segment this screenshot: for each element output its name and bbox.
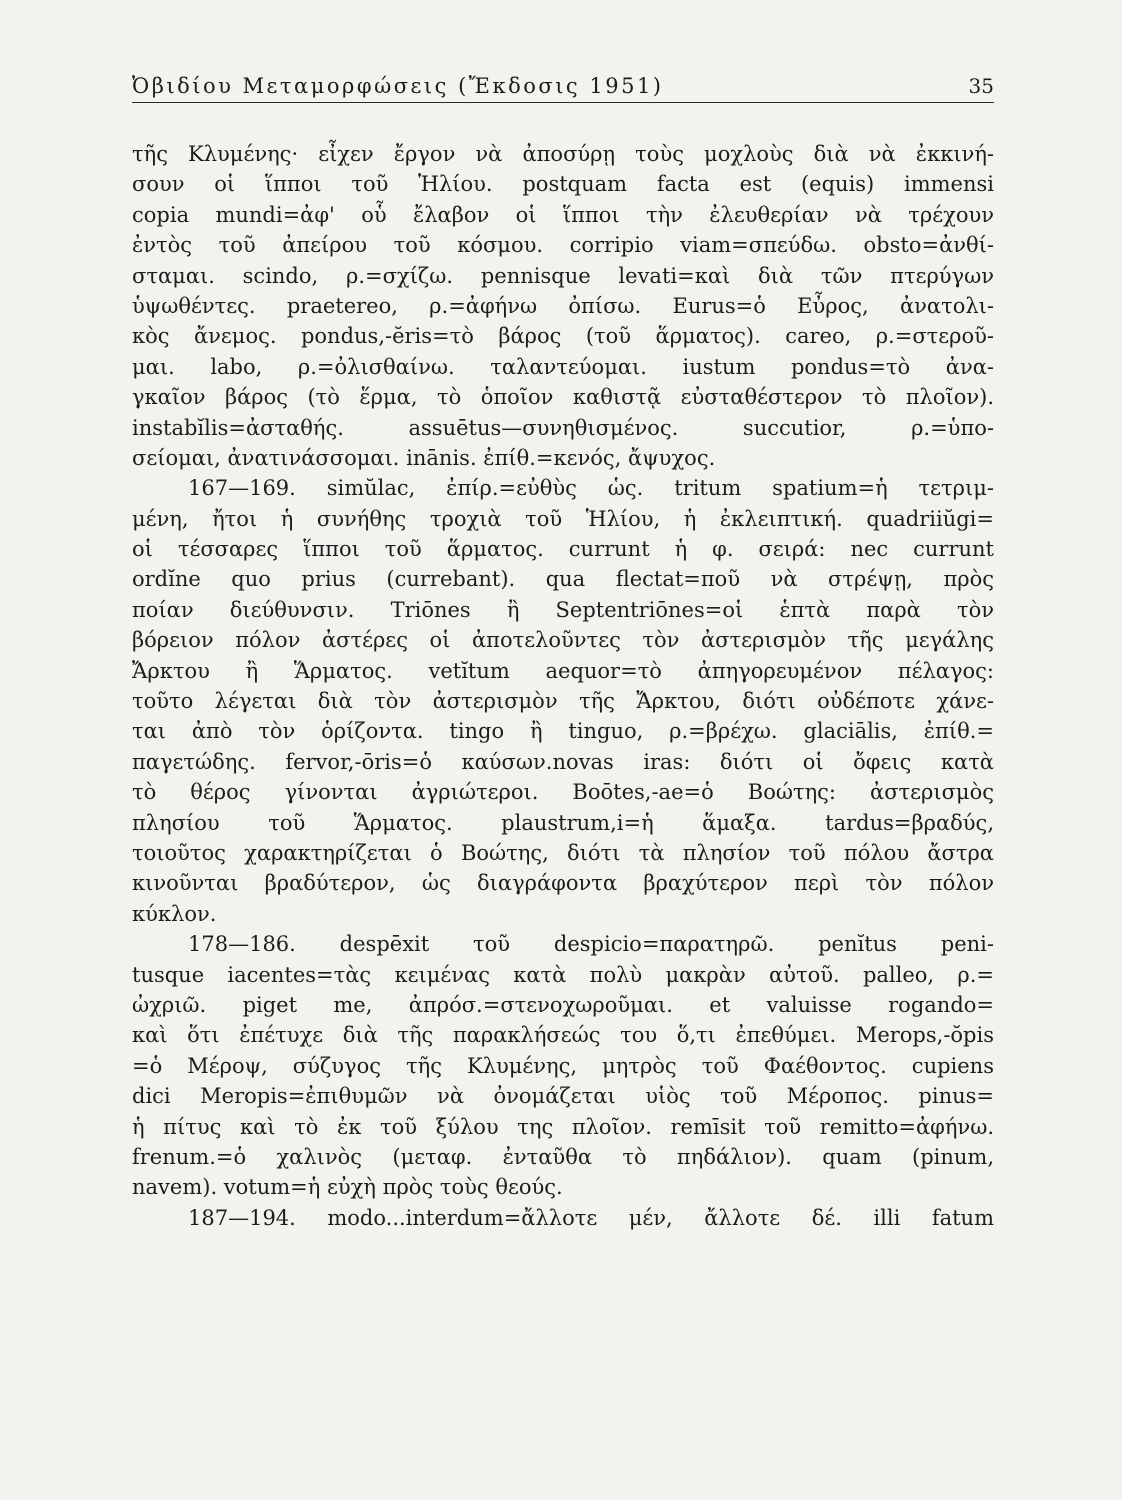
running-header [132, 74, 994, 103]
text-line: σείομαι, ἀνατινάσσομαι. inānis. ἐπίθ.=κενός, ἄψυχος. [132, 445, 716, 470]
running-title: Ὀβιδίου Μεταμορφώσεις (Ἔκδοσις 1951) [132, 74, 664, 98]
text-line: Ἄρκτου ἢ Ἅρματος. vetĭtum aequor=τὸ ἀπηγορευμένον πέλαγος: [132, 658, 994, 683]
text-line: ὠχριῶ. piget me, ἀπρόσ.=στενοχωροῦμαι. et valuisse rogando= [132, 992, 994, 1017]
text-line: ποίαν διεύθυνσιν. Triōnes ἢ Septentriōnes=οἱ ἑπτὰ παρὰ τὸν [132, 597, 994, 622]
text-line: 187—194. modo...interdum=ἄλλοτε μέν, ἄλλοτε δέ. illi fatum [188, 1205, 994, 1230]
text-line: dici Meropis=ἐπιθυμῶν νὰ ὀνομάζεται υἱὸς τοῦ Μέροπος. pinus= [132, 1084, 994, 1109]
text-line: τὸ θέρος γίνονται ἀγριώτεροι. Boōtes,-ae=ὁ Βοώτης: ἀστερισμὸς [132, 780, 994, 805]
text-line: ἡ πίτυς καὶ τὸ ἐκ τοῦ ξύλου της πλοῖον. remīsit τοῦ remitto=ἀφήνω. [132, 1114, 994, 1139]
text-line: τοιοῦτος χαρακτηρίζεται ὁ Βοώτης, διότι τὰ πλησίον τοῦ πόλου ἄστρα [132, 840, 994, 865]
text-line: οἱ τέσσαρες ἵπποι τοῦ ἅρματος. currunt ἡ φ. σειρά: nec currunt [132, 537, 994, 562]
text-line: σουν οἱ ἵπποι τοῦ Ἡλίου. postquam facta est (equis) immensi [132, 172, 994, 197]
text-line: tusque iacentes=τὰς κειμένας κατὰ πολὺ μακρὰν αὐτοῦ. palleo, ρ.= [132, 962, 994, 987]
commentary-text [132, 139, 994, 1233]
text-line: κινοῦνται βραδύτερον, ὡς διαγράφοντα βραχύτερον περὶ τὸν πόλον [132, 871, 994, 896]
text-line: γκαῖον βάρος (τὸ ἕρμα, τὸ ὁποῖον καθιστᾷ εὐσταθέστερον τὸ πλοῖον). [132, 385, 994, 410]
text-line: κὸς ἄνεμος. pondus,-ĕris=τὸ βάρος (τοῦ ἅρματος). careo, ρ.=στεροῦ- [132, 324, 994, 349]
text-line: =ὁ Μέροψ, σύζυγος τῆς Κλυμένης, μητρὸς τοῦ Φαέθοντος. cupiens [132, 1053, 994, 1078]
text-line: τοῦτο λέγεται διὰ τὸν ἀστερισμὸν τῆς Ἄρκτου, διότι οὐδέποτε χάνε- [132, 689, 994, 714]
book-page [132, 74, 994, 1233]
text-line: navem). votum=ἡ εὐχὴ πρὸς τοὺς θεούς. [132, 1175, 563, 1200]
text-line: ἐντὸς τοῦ ἀπείρου τοῦ κόσμου. corripio viam=σπεύδω. obsto=ἀνθί- [132, 233, 994, 258]
text-line: 178—186. despēxit τοῦ despicio=παρατηρῶ. penĭtus peni- [188, 932, 994, 957]
text-line: σταμαι. scindo, ρ.=σχίζω. pennisque levati=καὶ διὰ τῶν πτερύγων [132, 263, 994, 288]
text-line: βόρειον πόλον ἀστέρες οἱ ἀποτελοῦντες τὸν ἀστερισμὸν τῆς μεγάλης [132, 628, 994, 653]
text-line: ὑψωθέντες. praetereo, ρ.=ἀφήνω ὀπίσω. Eurus=ὁ Εὖρος, ἀνατολι- [132, 293, 994, 318]
text-line: παγετώδης. fervor,-ōris=ὁ καύσων.novas iras: διότι οἱ ὄφεις κατὰ [132, 749, 994, 774]
text-line: μαι. labo, ρ.=ὀλισθαίνω. ταλαντεύομαι. iustum pondus=τὸ ἀνα- [132, 354, 994, 379]
text-line: πλησίου τοῦ Ἅρματος. plaustrum,i=ἡ ἅμαξα. tardus=βραδύς, [132, 810, 994, 835]
text-line: ται ἀπὸ τὸν ὁρίζοντα. tingo ἢ tinguo, ρ.=βρέχω. glaciālis, ἐπίθ.= [132, 719, 994, 744]
text-line: copia mundi=ἀφ' οὗ ἔλαβον οἱ ἵπποι τὴν ἐλευθερίαν νὰ τρέχουν [132, 202, 994, 227]
text-line: μένη, ἤτοι ἡ συνήθης τροχιὰ τοῦ Ἡλίου, ἡ ἐκλειπτική. quadriiŭgi= [132, 506, 994, 531]
text-line: κύκλον. [132, 901, 217, 926]
text-line: frenum.=ὁ χαλινὸς (μεταφ. ἐνταῦθα τὸ πηδάλιον). quam (pinum, [132, 1144, 994, 1169]
text-line: τῆς Κλυμένης· εἶχεν ἔργον νὰ ἀποσύρῃ τοὺς μοχλοὺς διὰ νὰ ἐκκινή- [132, 142, 994, 166]
text-line: καὶ ὅτι ἐπέτυχε διὰ τῆς παρακλήσεώς του ὅ,τι ἐπεθύμει. Merops,-ŏpis [132, 1023, 994, 1048]
text-line: 167—169. simŭlac, ἐπίρ.=εὐθὺς ὡς. tritum spatium=ἡ τετριμ- [188, 476, 994, 501]
page-number: 35 [968, 74, 994, 98]
text-line: ordĭne quo prius (currebant). qua flectat=ποῦ νὰ στρέψῃ, πρὸς [132, 567, 994, 592]
text-line: instabĭlis=ἀσταθής. assuētus—συνηθισμένος. succutior, ρ.=ὑπο- [132, 415, 994, 440]
